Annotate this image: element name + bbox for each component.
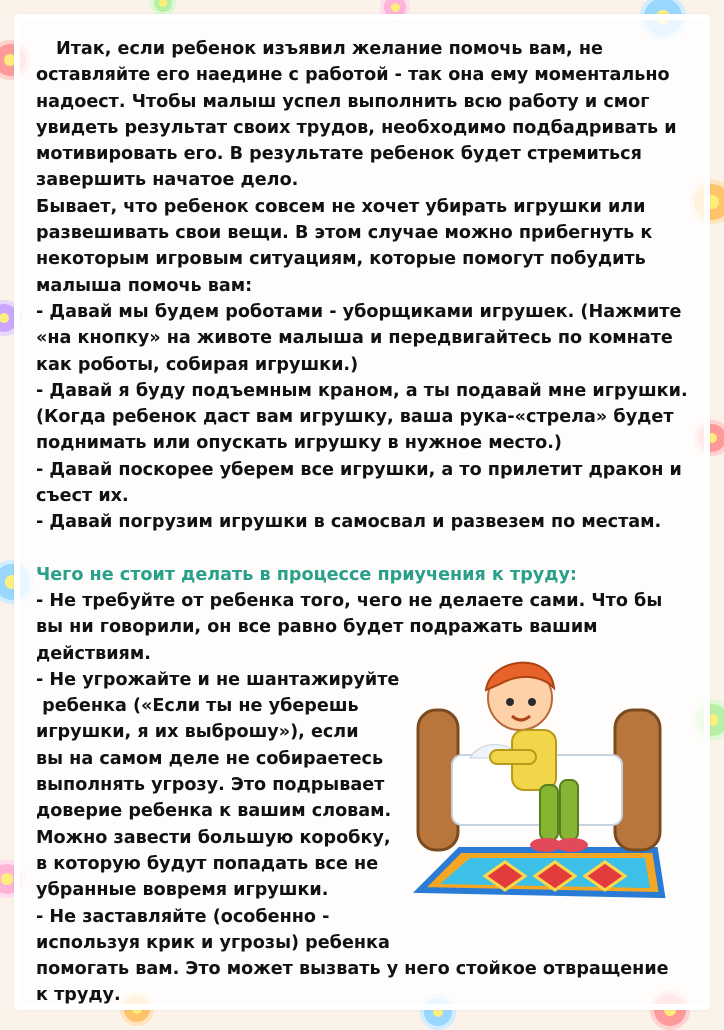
text-line: доверие ребенка к вашим словам. bbox=[36, 801, 392, 822]
list-item-crane: - Давай я буду подъемным краном, а ты подавай мне игрушки. (Когда ребенок даст вам игрушку, ваша рука-«стрела» будет поднимать или опускать игрушку в нужное место.) bbox=[36, 380, 688, 454]
text-line: игрушки, я их выброшу»), если bbox=[36, 722, 359, 743]
text-line: выполнять угрозу. Это подрывает bbox=[36, 775, 385, 796]
rug-image bbox=[420, 850, 662, 895]
text-line: убранные вовремя игрушки. bbox=[36, 880, 329, 901]
text-line: помогать вам. Это может вызвать у него стойкое отвращение bbox=[36, 959, 669, 980]
text-line: - Не заставляйте (особенно - bbox=[36, 906, 330, 927]
list-item-example: - Не требуйте от ребенка того, чего не делаете сами. Что бы вы ни говорили, он все равно будет подражать вашим действиям. bbox=[36, 590, 663, 664]
text-line: используя крик и угрозы) ребенка bbox=[36, 932, 390, 953]
paragraph-intro: Итак, если ребенок изъявил желание помочь вам, не оставляйте его наедине с работой - так она ему моментально надоест. Чтобы малыш успел выполнить всю работу и смог увидеть результат своих трудов, необходимо подбадривать и мотивировать его. В результате ребенок будет стремиться завершить начатое дело. bbox=[36, 39, 677, 191]
paragraph-games-intro: Бывает, что ребенок совсем не хочет убирать игрушки или развешивать свои вещи. В этом случае можно прибегнуть к некоторым игровым ситуациям, которые помогут побудить малыша помочь вам: bbox=[36, 196, 653, 296]
list-item-dragon: - Давай поскорее уберем все игрушки, а то прилетит дракон и съест их. bbox=[36, 459, 682, 507]
text-line: вы на самом деле не собираетесь bbox=[36, 748, 384, 769]
list-item-robots: - Давай мы будем роботами - уборщиками игрушек. (Нажмите «на кнопку» на животе малыша и передвигайтесь по комнате как роботы, собирая игрушки.) bbox=[36, 301, 682, 375]
text-line: к труду. bbox=[36, 985, 121, 1006]
list-item-dumptruck: - Давай погрузим игрушки в самосвал и развезем по местам. bbox=[36, 512, 662, 533]
text-line: ребенка («Если ты не уберешь bbox=[36, 696, 359, 717]
text-line: в которую будут попадать все не bbox=[36, 853, 379, 874]
text-line: Можно завести большую коробку, bbox=[36, 827, 391, 848]
spacer bbox=[36, 536, 690, 562]
boy-making-bed-illustration bbox=[400, 640, 670, 930]
text-line: - Не угрожайте и не шантажируйте bbox=[36, 669, 400, 690]
section-heading: Чего не стоит делать в процессе приучения к труду: bbox=[36, 564, 577, 585]
